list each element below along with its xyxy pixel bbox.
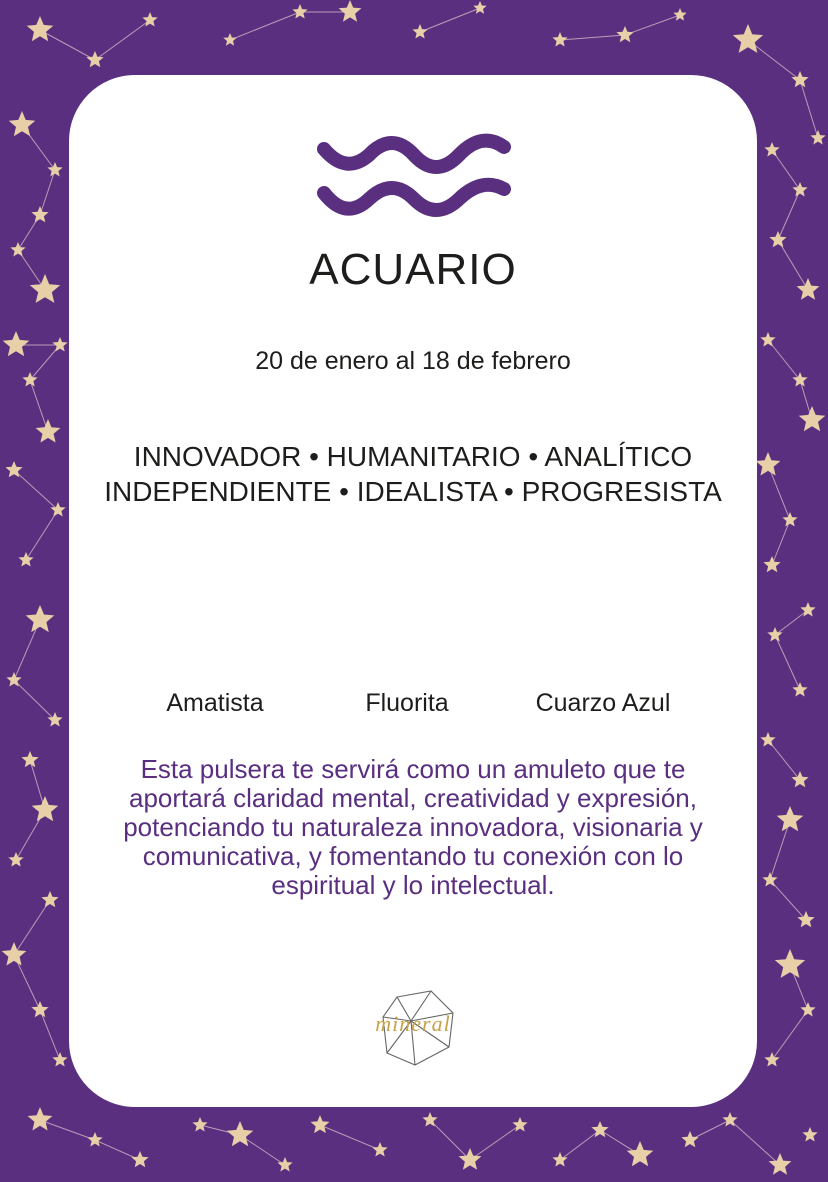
sign-title: ACUARIO (309, 245, 517, 294)
star-icon (21, 751, 38, 767)
star-icon (339, 0, 362, 22)
star-icon (10, 242, 25, 257)
star-icon (18, 552, 33, 567)
sign-dates: 20 de enero al 18 de febrero (255, 347, 571, 375)
star-icon (764, 1052, 779, 1067)
star-icon (627, 1141, 654, 1166)
star-icon (30, 274, 60, 303)
star-icon (760, 732, 775, 747)
star-icon (31, 206, 48, 222)
star-icon (681, 1131, 698, 1147)
star-icon (87, 1132, 102, 1147)
stone-label: Amatista (166, 689, 264, 717)
star-icon (311, 1115, 330, 1133)
traits-line-2: INDEPENDIENTE • IDEALISTA • PROGRESISTA (104, 476, 722, 507)
star-icon (422, 1112, 437, 1127)
sign-traits (69, 439, 757, 509)
star-icon (792, 182, 807, 197)
star-icon (3, 331, 30, 356)
star-icon (799, 406, 826, 431)
star-icon (775, 949, 805, 978)
star-icon (32, 796, 59, 821)
star-icon (27, 16, 54, 41)
star-icon (616, 26, 633, 42)
star-icon (767, 627, 782, 642)
stone-label: Fluorita (365, 689, 449, 717)
star-icon (192, 1117, 207, 1132)
star-icon (8, 852, 23, 867)
star-icon (769, 231, 786, 247)
star-icon (802, 1127, 817, 1142)
star-icon (763, 556, 780, 572)
star-icon (52, 1052, 67, 1067)
star-icon (810, 130, 825, 145)
star-icon (459, 1148, 482, 1170)
star-icon (292, 4, 307, 19)
star-icon (552, 32, 567, 47)
brand-logo-text: mineral (375, 1011, 451, 1036)
star-icon (26, 605, 55, 632)
star-icon (372, 1142, 387, 1157)
star-icon (52, 337, 67, 352)
star-icon (47, 162, 62, 177)
star-icon (36, 419, 61, 443)
brand-logo (353, 987, 473, 1076)
star-icon (552, 1152, 567, 1167)
star-icon (792, 682, 807, 697)
stone-label: Cuarzo Azul (535, 689, 671, 717)
star-icon (223, 33, 236, 46)
star-icon (277, 1157, 292, 1172)
star-icon (473, 1, 486, 14)
star-icon (41, 891, 58, 907)
star-icon (792, 372, 807, 387)
star-icon (31, 1001, 48, 1017)
star-icon (777, 806, 804, 831)
star-icon (9, 111, 36, 136)
star-icon (791, 71, 808, 87)
star-icon (412, 24, 427, 39)
star-icon (673, 8, 686, 21)
star-icon (762, 872, 777, 887)
star-icon (791, 771, 808, 787)
star-icon (760, 332, 775, 347)
star-icon (782, 512, 797, 527)
bracelet-description: Esta pulsera te servirá como un amuleto que te aportará claridad mental, creatividad y expresión, potenciando tu naturaleza innovadora, visionaria y comunicativa, y fomentando tu conexión con lo espiritual y lo intelectual. (123, 754, 703, 900)
star-icon (756, 452, 781, 476)
star-icon (6, 672, 21, 687)
star-icon (797, 278, 820, 300)
traits-line-1: INNOVADOR • HUMANITARIO • ANALÍTICO (133, 441, 693, 472)
star-icon (769, 1153, 792, 1175)
star-icon (28, 1107, 53, 1131)
sign-card (69, 75, 757, 1107)
aquarius-icon (314, 127, 514, 227)
star-icon (50, 502, 65, 517)
star-icon (86, 51, 103, 67)
star-icon (2, 942, 27, 966)
star-icon (227, 1121, 254, 1146)
star-icon (131, 1151, 148, 1167)
star-icon (764, 142, 779, 157)
star-icon (800, 1002, 815, 1017)
